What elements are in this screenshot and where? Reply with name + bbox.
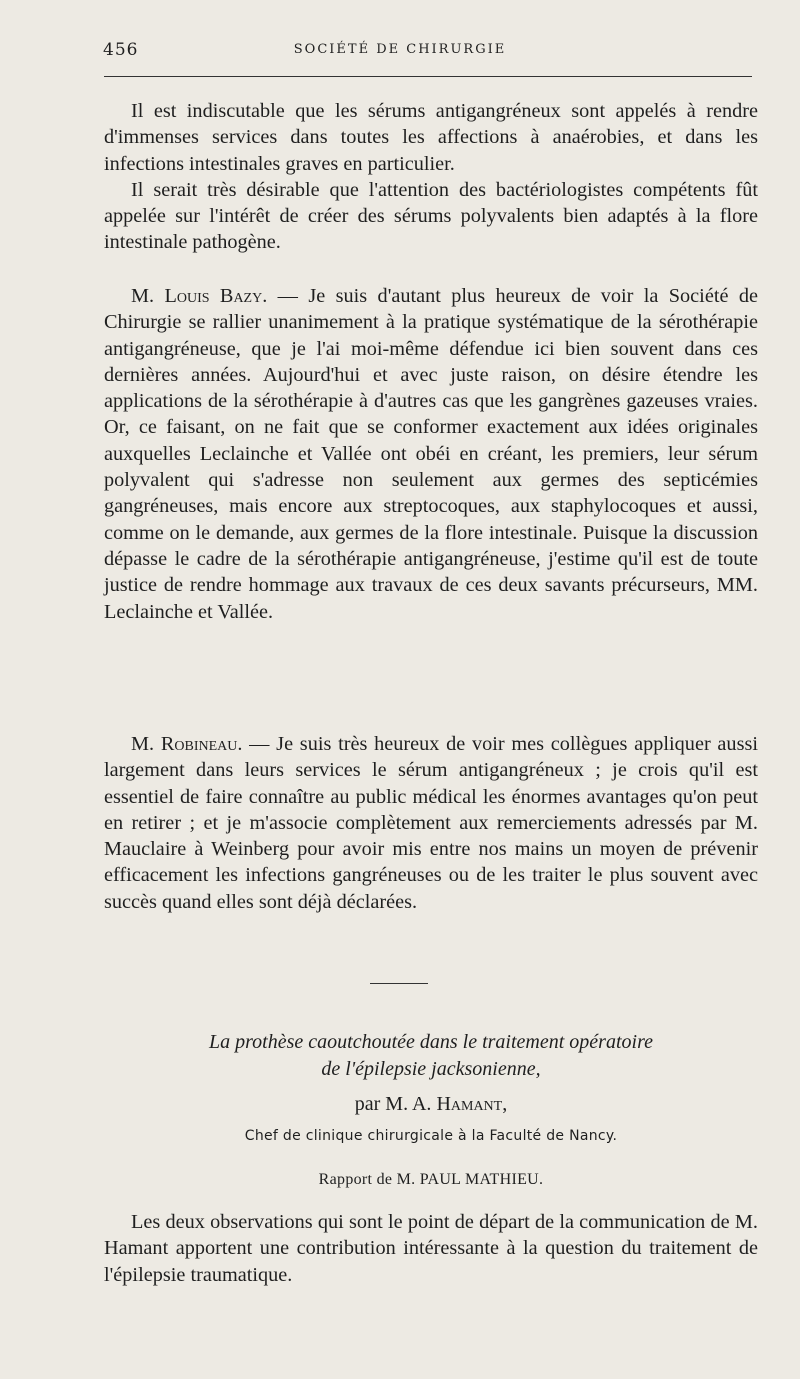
- report-line: Rapport de M. PAUL MATHIEU.: [318, 1171, 544, 1188]
- author-line: [104, 1093, 758, 1116]
- title-line: de l'épilepsie jacksonienne,: [321, 1058, 541, 1080]
- discussion-block-1: [104, 98, 758, 256]
- author-affiliation: Chef de clinique chirurgicale à la Faculté de Nancy.: [244, 1128, 618, 1144]
- paragraph: Il est indiscutable que les sérums antigangréneux sont appelés à rendre d'immenses services dans toutes les affections à anaérobies, et dans les infections intestinales graves en particulier.: [104, 100, 758, 175]
- author-name: Hamant: [436, 1093, 503, 1115]
- paragraph: [104, 283, 758, 625]
- paragraph: Il serait très désirable que l'attention des bactériologistes compétents fût appelée sur l'intérêt de créer des sérums polyvalents bien adaptés à la flore intestinale pathogène.: [104, 178, 758, 254]
- robineau-remarks: [104, 731, 758, 915]
- header-rule: [104, 76, 752, 77]
- page-number: 456: [103, 40, 139, 60]
- remark-text: . — Je suis très heureux de voir mes collègues appliquer aussi largement dans leurs services le sérum antigangréneux ; je crois qu'il est essentiel de faire connaître au public médical les énormes avantages qu'on peut en retirer ; et je m'associe complètement aux remerciements adressés par M. Mauclaire à Weinberg pour avoir mis entre nos mains un moyen de prévenir efficacement les infections gangréneuses ou de les traiter le plus souvent avec succès quand elles sont déjà déclarées.: [104, 733, 758, 913]
- speaker-prefix: M.: [131, 285, 165, 307]
- speaker-prefix: M.: [131, 733, 161, 755]
- paragraph: [104, 731, 758, 915]
- bazy-remarks: [104, 283, 758, 625]
- author-prefix: par M. A.: [354, 1093, 437, 1115]
- title-line: La prothèse caoutchoutée dans le traitement opératoire: [209, 1031, 653, 1053]
- article-title: [104, 1029, 758, 1083]
- paragraph: Les deux observations qui sont le point de départ de la communication de M. Hamant apportent une contribution intéressante à la question du traitement de l'épilepsie traumatique.: [104, 1211, 758, 1286]
- speaker-name: Louis Bazy: [164, 285, 263, 307]
- remark-text: . — Je suis d'autant plus heureux de voir la Société de Chirurgie se rallier unanimement à la pratique systématique de la sérothérapie antigangréneuse, que je l'ai moi-même défendue ici bien souvent dans ces dernières années. Aujourd'hui et avec juste raison, on désire étendre les applications de la sérothérapie à d'autres cas que les gangrènes gazeuses vraies. Or, ce faisant, on ne fait que se conformer exactement aux idées originales auxquelles Leclainche et Vallée ont obéi en créant, les premiers, leur sérum polyvalent qui s'adresse non seulement aux germes des septicémies gangréneuses, mais encore aux streptocoques, aux staphylocoques et aussi, comme on le demande, aux germes de la flore intestinale. Puisque la discussion dépasse le cadre de la sérothérapie antigangréneuse, j'estime qu'il est de toute justice de rendre hommage aux travaux de ces deux savants précurseurs, MM. Leclainche et Vallée.: [104, 285, 758, 623]
- author-suffix: ,: [502, 1093, 508, 1115]
- section-divider: [370, 983, 428, 984]
- running-head: SOCIÉTÉ DE CHIRURGIE: [293, 42, 507, 57]
- speaker-name: Robineau: [160, 733, 238, 755]
- article-intro: [104, 1209, 758, 1288]
